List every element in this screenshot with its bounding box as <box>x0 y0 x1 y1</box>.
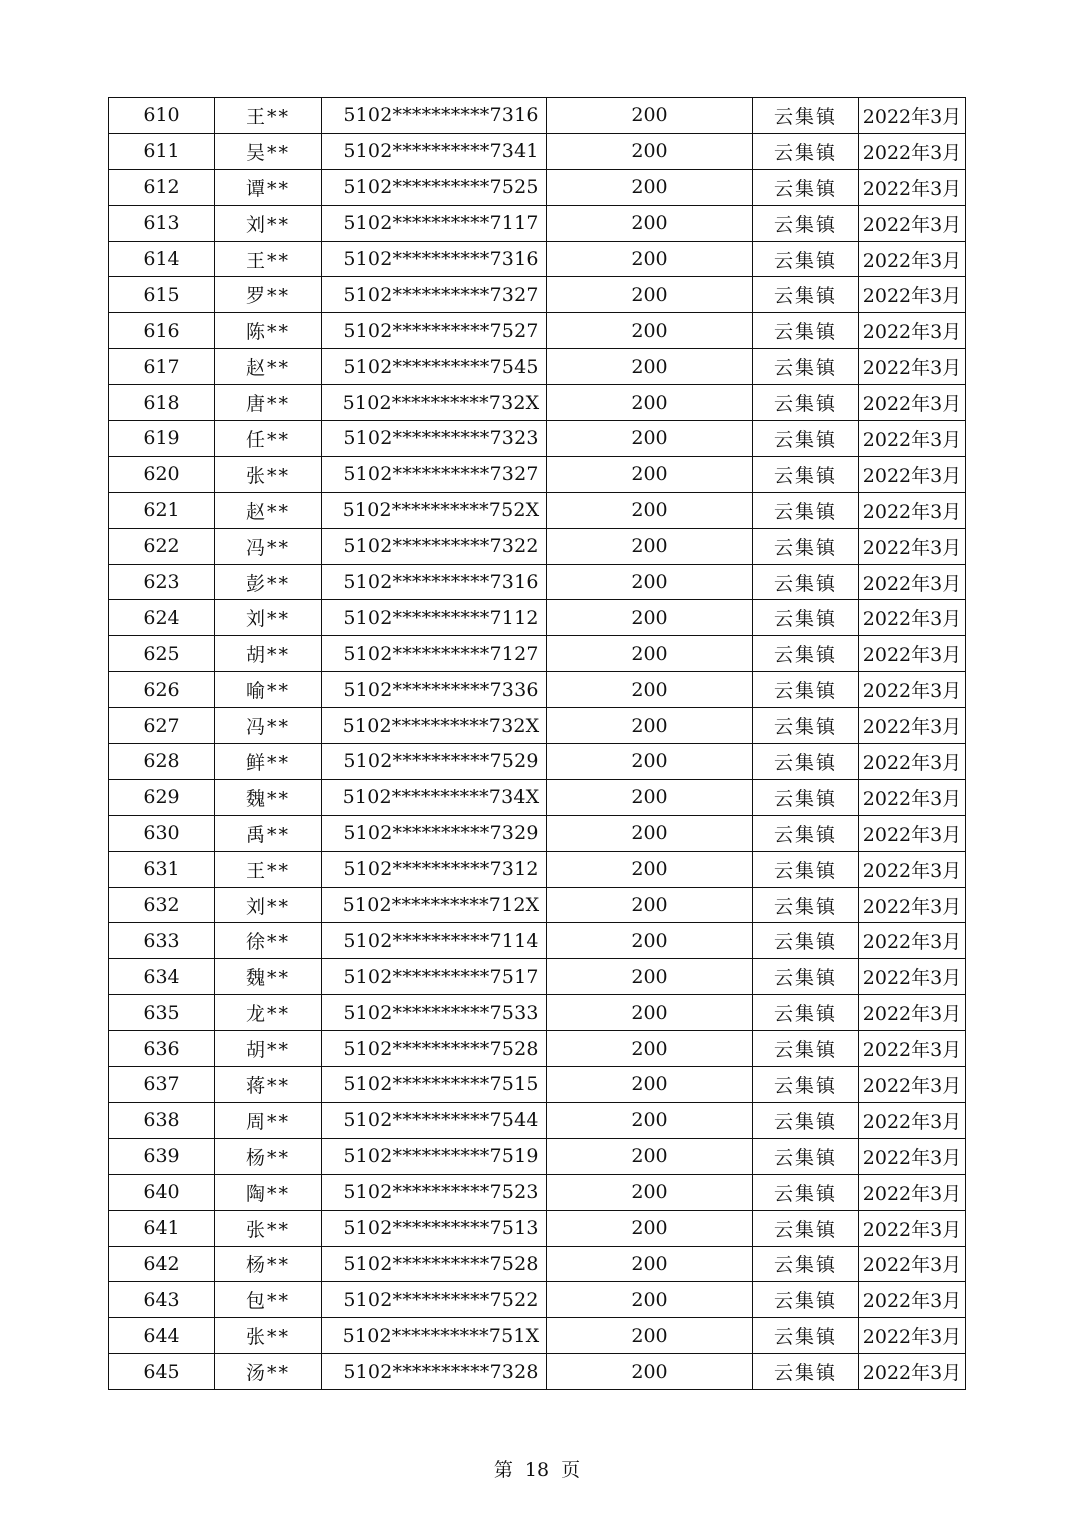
recipient-name-cell: 冯** <box>215 708 322 744</box>
date-cell: 2022年3月 <box>859 98 966 134</box>
recipient-name-cell: 王** <box>215 98 322 134</box>
town-cell: 云集镇 <box>753 851 859 887</box>
table-row <box>109 1354 966 1390</box>
amount-cell: 200 <box>547 133 753 169</box>
id-number-cell: 5102**********7327 <box>322 277 547 313</box>
table-row <box>109 98 966 134</box>
row-number-cell: 634 <box>109 959 215 995</box>
id-number-cell: 5102**********7527 <box>322 313 547 349</box>
town-cell: 云集镇 <box>753 169 859 205</box>
date-cell: 2022年3月 <box>859 456 966 492</box>
date-cell: 2022年3月 <box>859 1138 966 1174</box>
table-row <box>109 1318 966 1354</box>
town-cell: 云集镇 <box>753 779 859 815</box>
recipient-name-cell: 陈** <box>215 313 322 349</box>
row-number-cell: 643 <box>109 1282 215 1318</box>
town-cell: 云集镇 <box>753 1246 859 1282</box>
recipient-name-cell: 彭** <box>215 564 322 600</box>
date-cell: 2022年3月 <box>859 851 966 887</box>
date-cell: 2022年3月 <box>859 528 966 564</box>
id-number-cell: 5102**********7528 <box>322 1246 547 1282</box>
amount-cell: 200 <box>547 672 753 708</box>
id-number-cell: 5102**********7544 <box>322 1102 547 1138</box>
recipient-name-cell: 汤** <box>215 1354 322 1390</box>
table-row <box>109 241 966 277</box>
town-cell: 云集镇 <box>753 421 859 457</box>
table-row <box>109 528 966 564</box>
table-row <box>109 564 966 600</box>
id-number-cell: 5102**********712X <box>322 887 547 923</box>
id-number-cell: 5102**********7341 <box>322 133 547 169</box>
date-cell: 2022年3月 <box>859 564 966 600</box>
id-number-cell: 5102**********732X <box>322 708 547 744</box>
date-cell: 2022年3月 <box>859 923 966 959</box>
table-row <box>109 1210 966 1246</box>
id-number-cell: 5102**********751X <box>322 1318 547 1354</box>
table-row <box>109 456 966 492</box>
date-cell: 2022年3月 <box>859 205 966 241</box>
date-cell: 2022年3月 <box>859 744 966 780</box>
date-cell: 2022年3月 <box>859 1282 966 1318</box>
recipient-name-cell: 禹** <box>215 815 322 851</box>
amount-cell: 200 <box>547 1067 753 1103</box>
amount-cell: 200 <box>547 241 753 277</box>
row-number-cell: 618 <box>109 385 215 421</box>
table-row <box>109 421 966 457</box>
town-cell: 云集镇 <box>753 672 859 708</box>
row-number-cell: 632 <box>109 887 215 923</box>
amount-cell: 200 <box>547 923 753 959</box>
row-number-cell: 641 <box>109 1210 215 1246</box>
recipient-name-cell: 鲜** <box>215 744 322 780</box>
town-cell: 云集镇 <box>753 887 859 923</box>
recipient-name-cell: 唐** <box>215 385 322 421</box>
row-number-cell: 636 <box>109 1031 215 1067</box>
recipient-name-cell: 周** <box>215 1102 322 1138</box>
id-number-cell: 5102**********7114 <box>322 923 547 959</box>
id-number-cell: 5102**********7519 <box>322 1138 547 1174</box>
table-row <box>109 887 966 923</box>
row-number-cell: 626 <box>109 672 215 708</box>
id-number-cell: 5102**********7515 <box>322 1067 547 1103</box>
id-number-cell: 5102**********734X <box>322 779 547 815</box>
town-cell: 云集镇 <box>753 708 859 744</box>
date-cell: 2022年3月 <box>859 708 966 744</box>
date-cell: 2022年3月 <box>859 959 966 995</box>
table-row <box>109 1174 966 1210</box>
id-number-cell: 5102**********7528 <box>322 1031 547 1067</box>
recipient-name-cell: 赵** <box>215 349 322 385</box>
recipient-name-cell: 王** <box>215 851 322 887</box>
town-cell: 云集镇 <box>753 133 859 169</box>
id-number-cell: 5102**********7322 <box>322 528 547 564</box>
town-cell: 云集镇 <box>753 1174 859 1210</box>
amount-cell: 200 <box>547 98 753 134</box>
row-number-cell: 612 <box>109 169 215 205</box>
recipient-name-cell: 赵** <box>215 492 322 528</box>
id-number-cell: 5102**********7316 <box>322 564 547 600</box>
amount-cell: 200 <box>547 528 753 564</box>
id-number-cell: 5102**********7523 <box>322 1174 547 1210</box>
date-cell: 2022年3月 <box>859 313 966 349</box>
town-cell: 云集镇 <box>753 995 859 1031</box>
id-number-cell: 5102**********7525 <box>322 169 547 205</box>
id-number-cell: 5102**********7127 <box>322 636 547 672</box>
town-cell: 云集镇 <box>753 744 859 780</box>
date-cell: 2022年3月 <box>859 995 966 1031</box>
row-number-cell: 631 <box>109 851 215 887</box>
row-number-cell: 623 <box>109 564 215 600</box>
date-cell: 2022年3月 <box>859 1031 966 1067</box>
town-cell: 云集镇 <box>753 1067 859 1103</box>
town-cell: 云集镇 <box>753 1354 859 1390</box>
amount-cell: 200 <box>547 385 753 421</box>
town-cell: 云集镇 <box>753 456 859 492</box>
date-cell: 2022年3月 <box>859 492 966 528</box>
recipient-name-cell: 刘** <box>215 887 322 923</box>
row-number-cell: 622 <box>109 528 215 564</box>
table-row <box>109 1031 966 1067</box>
row-number-cell: 610 <box>109 98 215 134</box>
table-row <box>109 349 966 385</box>
id-number-cell: 5102**********7529 <box>322 744 547 780</box>
date-cell: 2022年3月 <box>859 1318 966 1354</box>
table-row <box>109 313 966 349</box>
town-cell: 云集镇 <box>753 313 859 349</box>
amount-cell: 200 <box>547 815 753 851</box>
recipient-name-cell: 龙** <box>215 995 322 1031</box>
id-number-cell: 5102**********7312 <box>322 851 547 887</box>
amount-cell: 200 <box>547 421 753 457</box>
amount-cell: 200 <box>547 564 753 600</box>
id-number-cell: 5102**********7522 <box>322 1282 547 1318</box>
town-cell: 云集镇 <box>753 1031 859 1067</box>
recipient-name-cell: 包** <box>215 1282 322 1318</box>
date-cell: 2022年3月 <box>859 1102 966 1138</box>
date-cell: 2022年3月 <box>859 385 966 421</box>
row-number-cell: 645 <box>109 1354 215 1390</box>
date-cell: 2022年3月 <box>859 887 966 923</box>
table-row <box>109 385 966 421</box>
row-number-cell: 637 <box>109 1067 215 1103</box>
id-number-cell: 5102**********7327 <box>322 456 547 492</box>
recipient-name-cell: 吴** <box>215 133 322 169</box>
id-number-cell: 5102**********7513 <box>322 1210 547 1246</box>
id-number-cell: 5102**********752X <box>322 492 547 528</box>
recipient-name-cell: 冯** <box>215 528 322 564</box>
row-number-cell: 615 <box>109 277 215 313</box>
town-cell: 云集镇 <box>753 385 859 421</box>
amount-cell: 200 <box>547 887 753 923</box>
recipient-name-cell: 杨** <box>215 1138 322 1174</box>
amount-cell: 200 <box>547 744 753 780</box>
recipient-name-cell: 张** <box>215 456 322 492</box>
table-row <box>109 779 966 815</box>
amount-cell: 200 <box>547 349 753 385</box>
page-footer <box>0 1455 1074 1482</box>
amount-cell: 200 <box>547 492 753 528</box>
town-cell: 云集镇 <box>753 528 859 564</box>
row-number-cell: 639 <box>109 1138 215 1174</box>
town-cell: 云集镇 <box>753 349 859 385</box>
table-row <box>109 133 966 169</box>
amount-cell: 200 <box>547 959 753 995</box>
row-number-cell: 619 <box>109 421 215 457</box>
row-number-cell: 629 <box>109 779 215 815</box>
row-number-cell: 628 <box>109 744 215 780</box>
recipient-name-cell: 胡** <box>215 636 322 672</box>
amount-cell: 200 <box>547 995 753 1031</box>
town-cell: 云集镇 <box>753 923 859 959</box>
recipient-name-cell: 张** <box>215 1318 322 1354</box>
table-row <box>109 959 966 995</box>
amount-cell: 200 <box>547 205 753 241</box>
town-cell: 云集镇 <box>753 277 859 313</box>
recipient-name-cell: 蒋** <box>215 1067 322 1103</box>
recipient-name-cell: 喻** <box>215 672 322 708</box>
table-row <box>109 205 966 241</box>
table-row <box>109 1138 966 1174</box>
town-cell: 云集镇 <box>753 1102 859 1138</box>
amount-cell: 200 <box>547 1102 753 1138</box>
table-row <box>109 851 966 887</box>
row-number-cell: 642 <box>109 1246 215 1282</box>
id-number-cell: 5102**********7336 <box>322 672 547 708</box>
row-number-cell: 638 <box>109 1102 215 1138</box>
table-row <box>109 923 966 959</box>
recipient-name-cell: 张** <box>215 1210 322 1246</box>
recipient-name-cell: 胡** <box>215 1031 322 1067</box>
table-body <box>109 98 966 1390</box>
town-cell: 云集镇 <box>753 205 859 241</box>
table-row <box>109 672 966 708</box>
row-number-cell: 644 <box>109 1318 215 1354</box>
row-number-cell: 625 <box>109 636 215 672</box>
town-cell: 云集镇 <box>753 1318 859 1354</box>
amount-cell: 200 <box>547 779 753 815</box>
recipient-name-cell: 刘** <box>215 600 322 636</box>
id-number-cell: 5102**********732X <box>322 385 547 421</box>
amount-cell: 200 <box>547 277 753 313</box>
row-number-cell: 627 <box>109 708 215 744</box>
town-cell: 云集镇 <box>753 1282 859 1318</box>
page-suffix: 页 <box>561 1459 581 1481</box>
table-row <box>109 169 966 205</box>
table-row <box>109 1067 966 1103</box>
row-number-cell: 617 <box>109 349 215 385</box>
page-number: 18 <box>524 1459 550 1481</box>
town-cell: 云集镇 <box>753 815 859 851</box>
recipient-name-cell: 罗** <box>215 277 322 313</box>
row-number-cell: 633 <box>109 923 215 959</box>
date-cell: 2022年3月 <box>859 169 966 205</box>
date-cell: 2022年3月 <box>859 241 966 277</box>
recipient-name-cell: 陶** <box>215 1174 322 1210</box>
town-cell: 云集镇 <box>753 1210 859 1246</box>
date-cell: 2022年3月 <box>859 277 966 313</box>
date-cell: 2022年3月 <box>859 1246 966 1282</box>
amount-cell: 200 <box>547 636 753 672</box>
date-cell: 2022年3月 <box>859 421 966 457</box>
date-cell: 2022年3月 <box>859 349 966 385</box>
recipient-name-cell: 刘** <box>215 205 322 241</box>
amount-cell: 200 <box>547 1354 753 1390</box>
recipient-name-cell: 杨** <box>215 1246 322 1282</box>
amount-cell: 200 <box>547 1318 753 1354</box>
date-cell: 2022年3月 <box>859 600 966 636</box>
row-number-cell: 635 <box>109 995 215 1031</box>
town-cell: 云集镇 <box>753 600 859 636</box>
date-cell: 2022年3月 <box>859 1354 966 1390</box>
town-cell: 云集镇 <box>753 1138 859 1174</box>
id-number-cell: 5102**********7117 <box>322 205 547 241</box>
id-number-cell: 5102**********7316 <box>322 241 547 277</box>
date-cell: 2022年3月 <box>859 815 966 851</box>
amount-cell: 200 <box>547 169 753 205</box>
date-cell: 2022年3月 <box>859 133 966 169</box>
date-cell: 2022年3月 <box>859 779 966 815</box>
row-number-cell: 624 <box>109 600 215 636</box>
amount-cell: 200 <box>547 313 753 349</box>
id-number-cell: 5102**********7517 <box>322 959 547 995</box>
recipient-name-cell: 任** <box>215 421 322 457</box>
row-number-cell: 630 <box>109 815 215 851</box>
town-cell: 云集镇 <box>753 564 859 600</box>
table-row <box>109 636 966 672</box>
table-row <box>109 1246 966 1282</box>
table-row <box>109 600 966 636</box>
id-number-cell: 5102**********7329 <box>322 815 547 851</box>
amount-cell: 200 <box>547 1031 753 1067</box>
town-cell: 云集镇 <box>753 98 859 134</box>
row-number-cell: 621 <box>109 492 215 528</box>
table-row <box>109 815 966 851</box>
town-cell: 云集镇 <box>753 959 859 995</box>
table-row <box>109 995 966 1031</box>
recipient-name-cell: 魏** <box>215 779 322 815</box>
id-number-cell: 5102**********7323 <box>322 421 547 457</box>
town-cell: 云集镇 <box>753 636 859 672</box>
amount-cell: 200 <box>547 600 753 636</box>
table-row <box>109 277 966 313</box>
id-number-cell: 5102**********7533 <box>322 995 547 1031</box>
date-cell: 2022年3月 <box>859 672 966 708</box>
id-number-cell: 5102**********7112 <box>322 600 547 636</box>
amount-cell: 200 <box>547 1282 753 1318</box>
id-number-cell: 5102**********7545 <box>322 349 547 385</box>
amount-cell: 200 <box>547 708 753 744</box>
recipient-name-cell: 魏** <box>215 959 322 995</box>
page-prefix: 第 <box>493 1459 513 1481</box>
row-number-cell: 614 <box>109 241 215 277</box>
recipient-table <box>108 97 966 1390</box>
amount-cell: 200 <box>547 1138 753 1174</box>
recipient-name-cell: 徐** <box>215 923 322 959</box>
amount-cell: 200 <box>547 1174 753 1210</box>
table-row <box>109 744 966 780</box>
recipient-name-cell: 王** <box>215 241 322 277</box>
table-row <box>109 708 966 744</box>
row-number-cell: 616 <box>109 313 215 349</box>
table-row <box>109 492 966 528</box>
amount-cell: 200 <box>547 1210 753 1246</box>
date-cell: 2022年3月 <box>859 1067 966 1103</box>
id-number-cell: 5102**********7316 <box>322 98 547 134</box>
amount-cell: 200 <box>547 851 753 887</box>
amount-cell: 200 <box>547 456 753 492</box>
row-number-cell: 620 <box>109 456 215 492</box>
date-cell: 2022年3月 <box>859 1210 966 1246</box>
row-number-cell: 613 <box>109 205 215 241</box>
id-number-cell: 5102**********7328 <box>322 1354 547 1390</box>
recipient-name-cell: 谭** <box>215 169 322 205</box>
row-number-cell: 611 <box>109 133 215 169</box>
row-number-cell: 640 <box>109 1174 215 1210</box>
table-row <box>109 1282 966 1318</box>
amount-cell: 200 <box>547 1246 753 1282</box>
town-cell: 云集镇 <box>753 492 859 528</box>
date-cell: 2022年3月 <box>859 1174 966 1210</box>
date-cell: 2022年3月 <box>859 636 966 672</box>
table-row <box>109 1102 966 1138</box>
town-cell: 云集镇 <box>753 241 859 277</box>
